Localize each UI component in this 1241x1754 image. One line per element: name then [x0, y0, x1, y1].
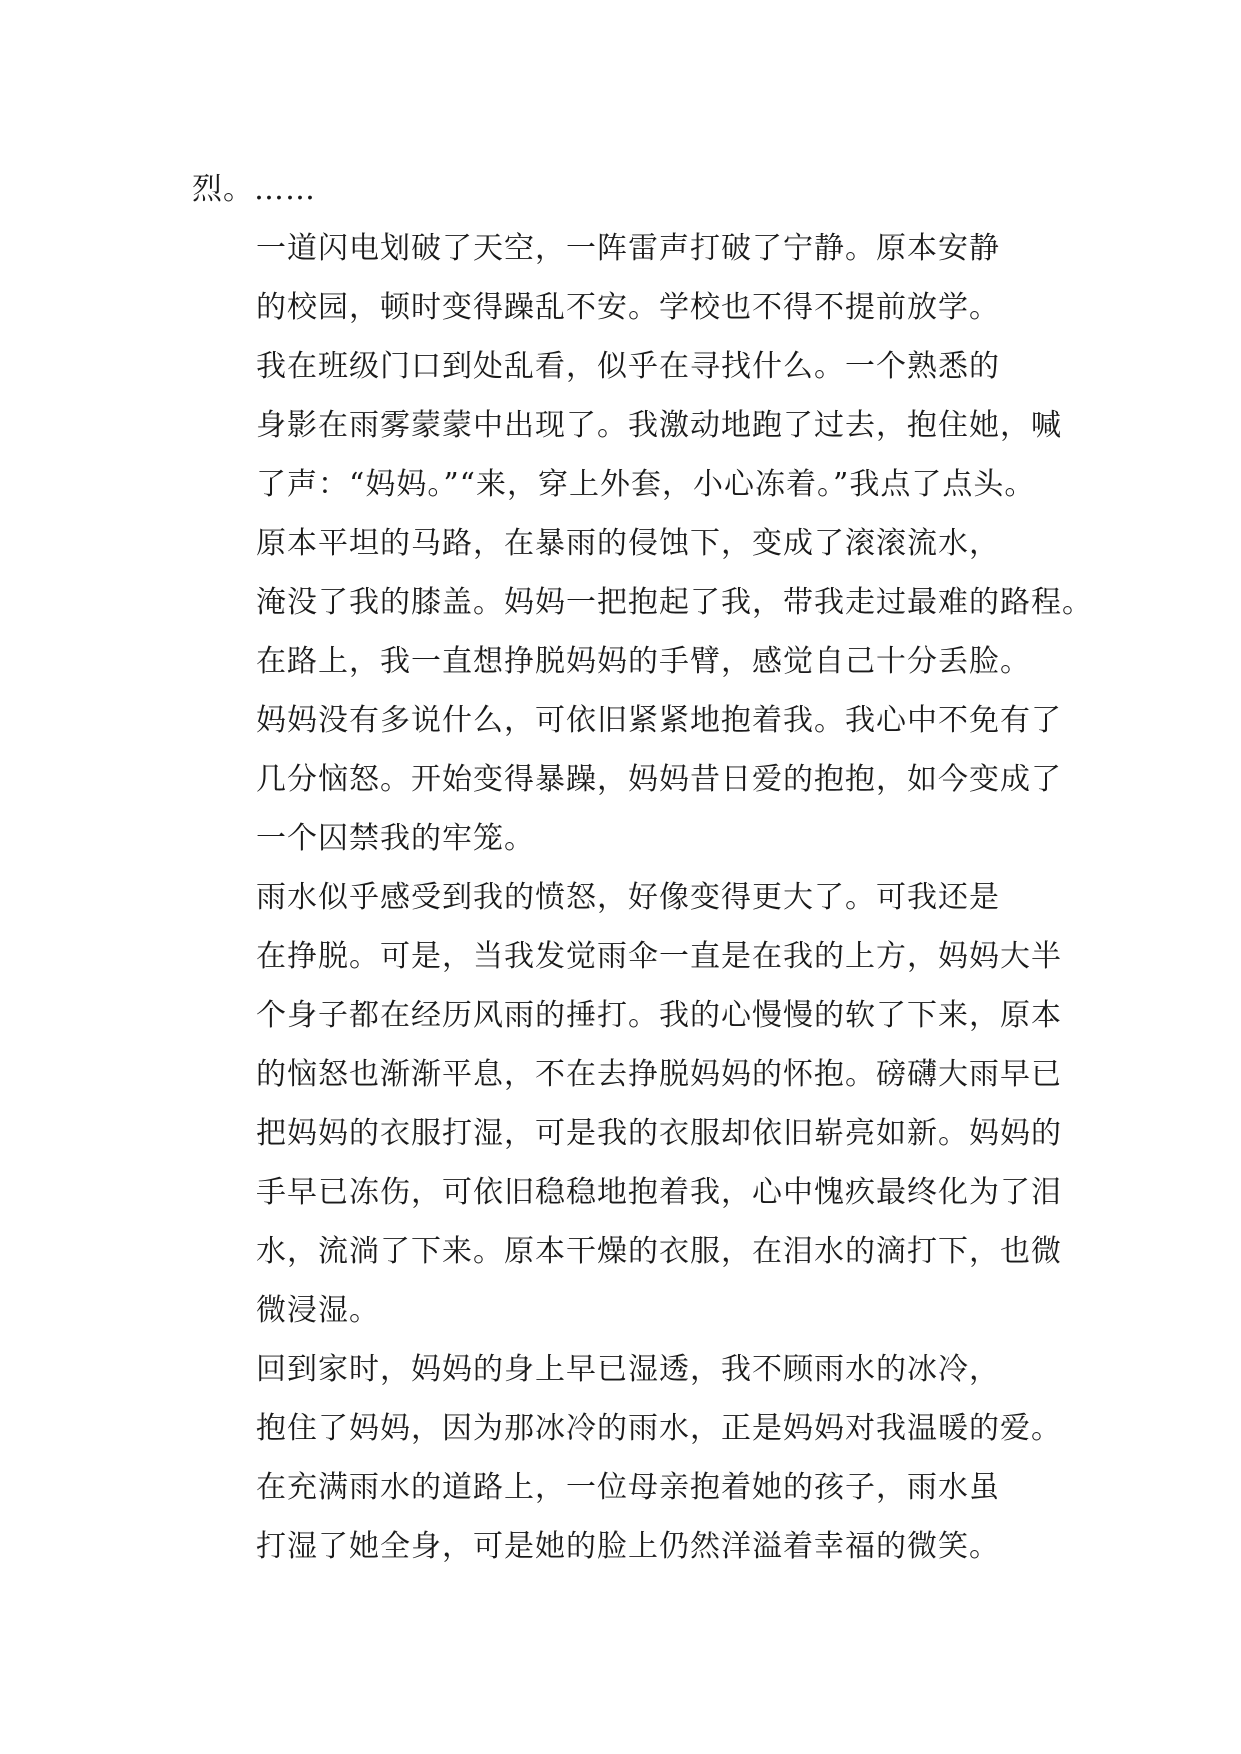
paragraph-5: [192, 632, 1072, 868]
text-line: 了声：“妈妈。”“来，穿上外套，小心冻着。”我点了点头。: [256, 467, 1036, 502]
text-line: 雨水似乎感受到我的愤怒，好像变得更大了。可我还是: [256, 880, 1000, 915]
text-line: 身影在雨雾蒙蒙中出现了。我激动地跑了过去，抱住她，喊: [256, 408, 1062, 443]
text-line: 烈。……: [192, 172, 316, 207]
text-line: 原本平坦的马路，在暴雨的侵蚀下，变成了滚滚流水，: [256, 526, 1000, 561]
paragraph-2: [192, 219, 1072, 337]
text-line: 打湿了她全身，可是她的脸上仍然洋溢着幸福的微笑。: [256, 1529, 1000, 1564]
text-line: 在路上，我一直想挣脱妈妈的手臂，感觉自己十分丢脸。: [256, 644, 1031, 679]
text-line: 抱住了妈妈，因为那冰冷的雨水，正是妈妈对我温暖的爱。: [256, 1411, 1062, 1446]
text-line: 微浸湿。: [256, 1293, 380, 1328]
text-line: 几分恼怒。开始变得暴躁，妈妈昔日爱的抱抱，如今变成了: [256, 762, 1062, 797]
text-line: 个身子都在经历风雨的捶打。我的心慢慢的软了下来，原本: [256, 998, 1062, 1033]
paragraph-1: [192, 160, 1072, 219]
document-body: [192, 160, 1093, 1576]
paragraph-8: [192, 1458, 1072, 1576]
text-line: 的校园，顿时变得躁乱不安。学校也不得不提前放学。: [256, 290, 1000, 325]
text-line: 把妈妈的衣服打湿，可是我的衣服却依旧崭亮如新。妈妈的: [256, 1116, 1062, 1151]
text-line: 淹没了我的膝盖。妈妈一把抱起了我，带我走过最难的路程。: [256, 585, 1093, 620]
text-line: 一道闪电划破了天空，一阵雷声打破了宁静。原本安静: [256, 231, 1000, 266]
text-line: 一个囚禁我的牢笼。: [256, 821, 535, 856]
text-line: 手早已冻伤，可依旧稳稳地抱着我，心中愧疚最终化为了泪: [256, 1175, 1062, 1210]
text-line: 在挣脱。可是，当我发觉雨伞一直是在我的上方，妈妈大半: [256, 939, 1062, 974]
text-line: 回到家时，妈妈的身上早已湿透，我不顾雨水的冰冷，: [256, 1352, 1000, 1387]
paragraph-7: [192, 1340, 1072, 1458]
text-line: 在充满雨水的道路上，一位母亲抱着她的孩子，雨水虽: [256, 1470, 1000, 1505]
text-line: 我在班级门口到处乱看，似乎在寻找什么。一个熟悉的: [256, 349, 1000, 384]
paragraph-4: [192, 514, 1093, 632]
text-line: 水，流淌了下来。原本干燥的衣服，在泪水的滴打下，也微: [256, 1234, 1062, 1269]
paragraph-3: [192, 337, 1072, 514]
paragraph-6: [192, 868, 1072, 1340]
text-line: 的恼怒也渐渐平息，不在去挣脱妈妈的怀抱。磅礴大雨早已: [256, 1057, 1062, 1092]
text-line: 妈妈没有多说什么，可依旧紧紧地抱着我。我心中不免有了: [256, 703, 1062, 738]
